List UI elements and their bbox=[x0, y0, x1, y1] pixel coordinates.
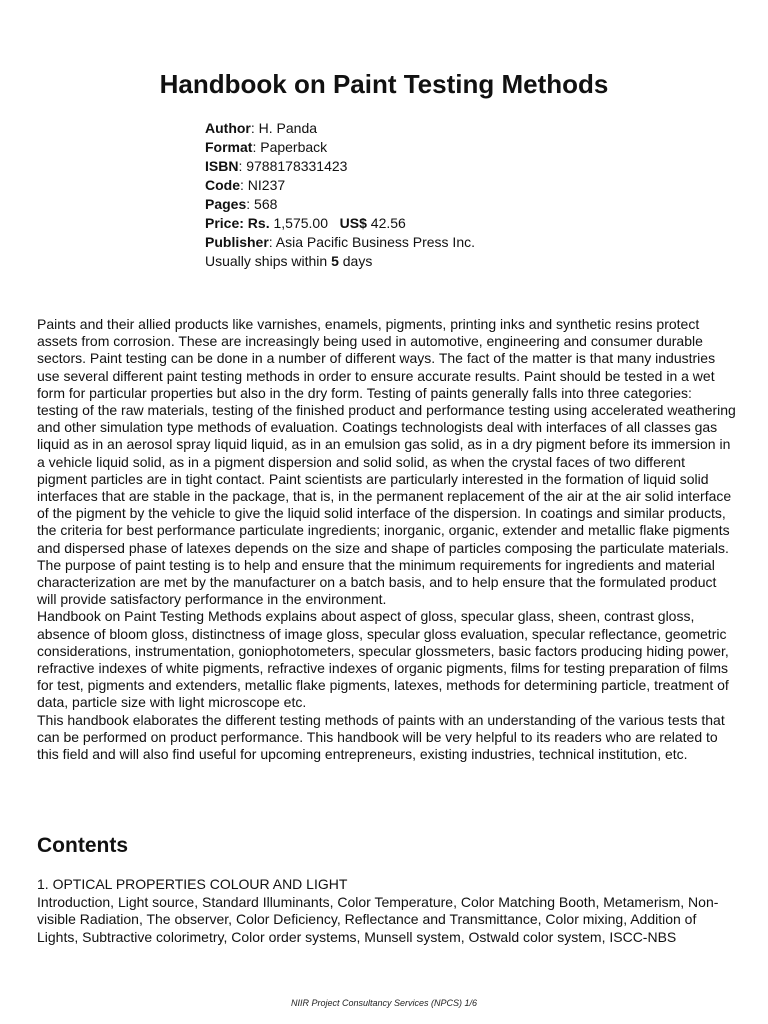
page-title: Handbook on Paint Testing Methods bbox=[159, 69, 609, 99]
price-row bbox=[205, 214, 475, 233]
author-label: Author bbox=[205, 120, 251, 136]
description-paragraph: Handbook on Paint Testing Methods explains about aspect of gloss, specular glass, sheen, contrast gloss, absence of bloom gloss, distinctness of image gloss, specular gloss evaluation, specular reflectance, geometric considerations, instrumentation, goniophotometers, specular glossmeters, basic factors producing hiding power, refractive indexes of white pigments, refractive indexes of organic pigments, films for testing preparation of films for test, pigments and extenders, metallic flake pigments, latexes, methods for determining particle, treatment of data, particle size with light microscope etc. bbox=[37, 608, 729, 711]
price-usd-value: 42.56 bbox=[366, 215, 406, 231]
description-paragraph: Paints and their allied products like varnishes, enamels, pigments, printing inks and synthetic resins protect assets from corrosion. These are increasingly being used in automotive, engineering and consumer durable sectors. Paint testing can be done in a number of different ways. The fact of the matter is that many industries use several different paint testing methods in order to ensure accurate results. Paint should be tested in a wet form for particular properties but also in the dry form. Testing of paints generally falls into three categories: testing of the raw materials, testing of the finished product and performance testing using accelerated weathering and other simulation type methods of evaluation. Coatings technologists deal with interfaces of all classes gas liquid as in an aerosol spray liquid liquid, as in an emulsion gas solid, as in a dry pigment before its immersion in a vehicle liquid solid, as in a pigment dispersion and solid solid, as when the crystal faces of two different pigment particles are in tight contact. Paint scientists are particularly interested in the formation of liquid solid interfaces that are stable in the package, that is, in the permanent replacement of the air at the air solid interface of the pigment by the vehicle to give the liquid solid interface of the dispersion. In coatings and similar products, the criteria for best performance particulate ingredients; inorganic, organic, extender and metallic flake pigments and dispersed phase of latexes depends on the size and shape of particles composing the particulate materials. The purpose of paint testing is to help and ensure that the minimum requirements for ingredients and material characterization are met by the manufacturer on a batch basis, and to help ensure that the formulated product will provide satisfactory performance in the environment. bbox=[37, 316, 736, 608]
publisher-value: : Asia Pacific Business Press Inc. bbox=[268, 234, 475, 250]
format-label: Format bbox=[205, 139, 253, 155]
description-paragraph: This handbook elaborates the different testing methods of paints with an understanding of the various tests that can be performed on product performance. This handbook will be very helpful to its readers who are related to this field and will also find useful for upcoming entrepreneurs, existing industries, technical institution, etc. bbox=[37, 711, 725, 763]
price-rs-label: Price: Rs. bbox=[205, 215, 270, 231]
contents-section-description: Introduction, Light source, Standard Illuminants, Color Temperature, Color Matching Booth, Metamerism, Non-visible Radiation, The observer, Color Deficiency, Reflectance and Transmittance, Color mixing, Addition of Lights, Subtractive colorimetry, Color order systems, Munsell system, Ostwald color system, ISCC-NBS bbox=[37, 893, 719, 945]
ships-suffix: days bbox=[338, 253, 373, 269]
code-row bbox=[205, 176, 475, 195]
ships-days: 5 bbox=[331, 253, 339, 269]
contents-section-title: 1. OPTICAL PROPERTIES COLOUR AND LIGHT bbox=[37, 876, 348, 892]
ships-prefix: Usually ships within bbox=[205, 253, 332, 269]
isbn-row bbox=[205, 157, 475, 176]
price-usd-label: US$ bbox=[339, 215, 367, 231]
pages-value: : 568 bbox=[246, 196, 278, 212]
code-label: Code bbox=[205, 177, 240, 193]
price-rs-value: 1,575.00 bbox=[269, 215, 328, 231]
shipping-row bbox=[205, 252, 475, 271]
contents-heading: Contents bbox=[37, 834, 128, 857]
contents-section bbox=[37, 876, 737, 946]
format-row bbox=[205, 138, 475, 157]
author-row bbox=[205, 119, 475, 138]
author-value: : H. Panda bbox=[250, 120, 318, 136]
publisher-label: Publisher bbox=[205, 234, 269, 250]
pages-label: Pages bbox=[205, 196, 247, 212]
page-footer: NIIR Project Consultancy Services (NPCS) 1/6 bbox=[290, 998, 478, 1008]
publisher-row bbox=[205, 233, 475, 252]
isbn-label: ISBN bbox=[205, 158, 239, 174]
pages-row bbox=[205, 195, 475, 214]
isbn-value: : 9788178331423 bbox=[238, 158, 348, 174]
format-value: : Paperback bbox=[252, 139, 328, 155]
description bbox=[37, 316, 737, 763]
book-details bbox=[205, 119, 475, 271]
code-value: : NI237 bbox=[240, 177, 286, 193]
